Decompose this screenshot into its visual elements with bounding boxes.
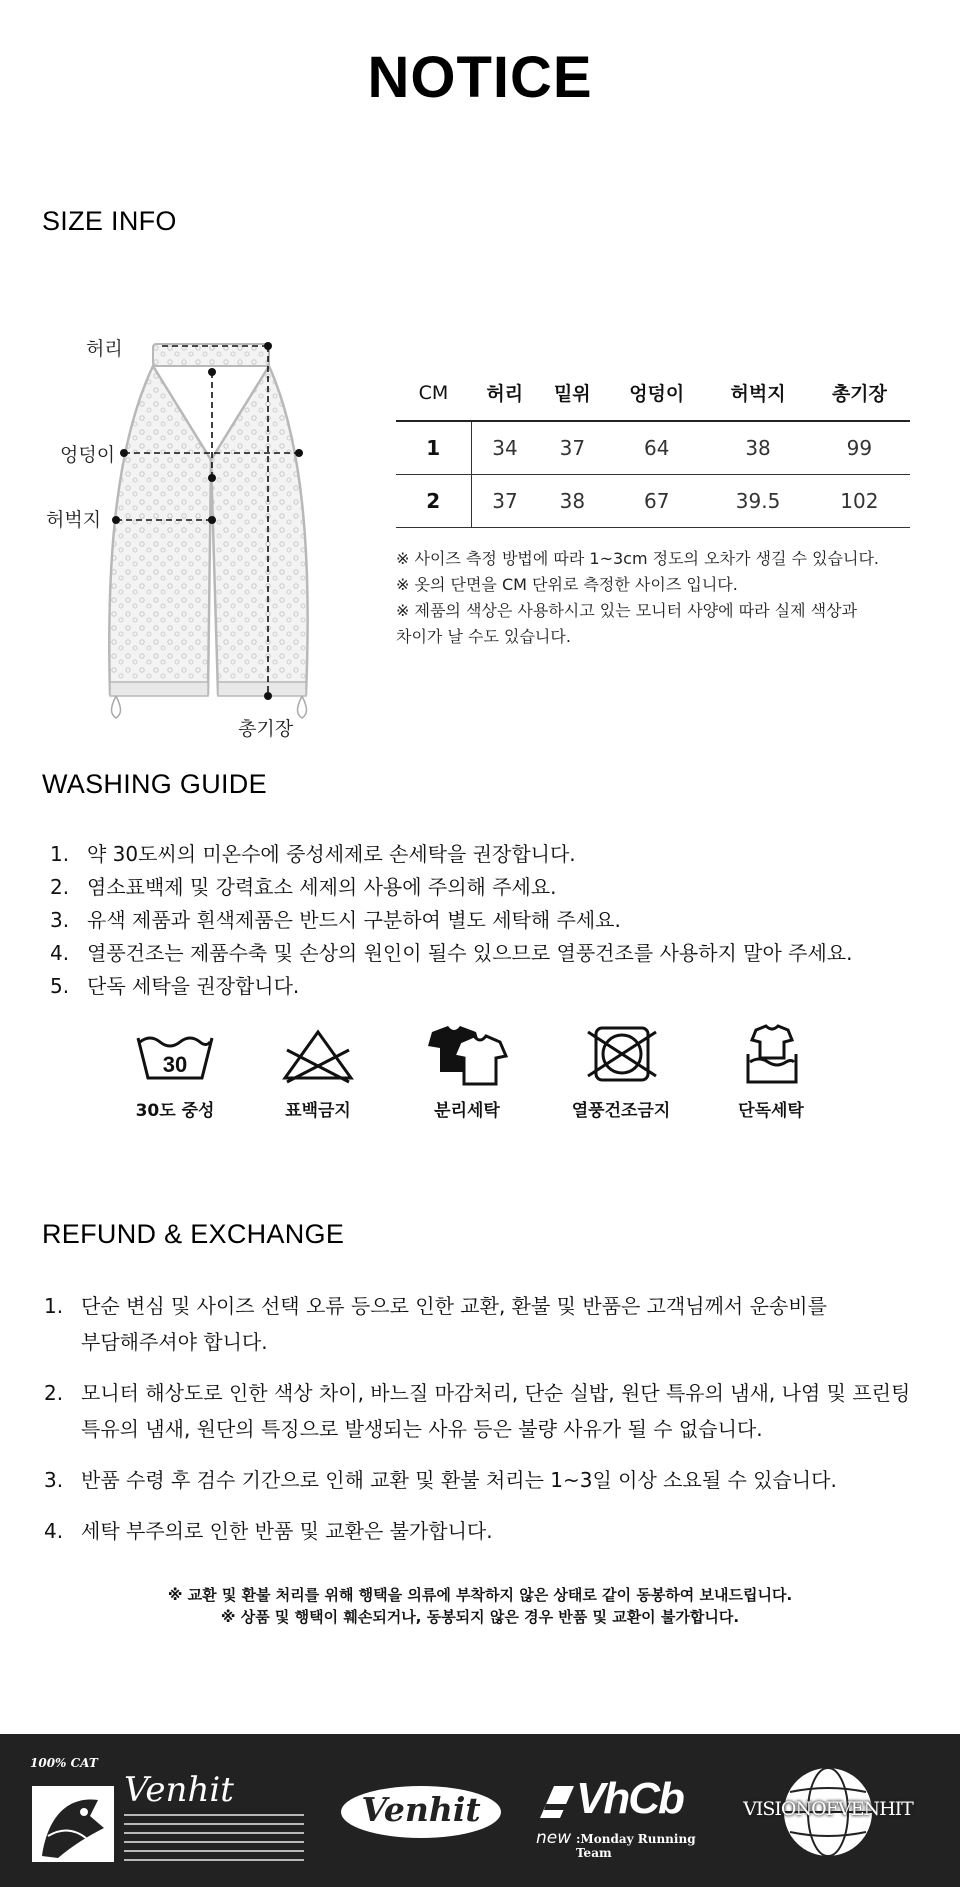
refund-exchange-list <box>44 1288 924 1564</box>
table-cell: 37 <box>539 421 607 474</box>
list-text: 열풍건조는 제품수축 및 손상의 원인이 될수 있으므로 열풍건조를 사용하지 말아 주세요. <box>87 941 853 965</box>
cat-illustration-icon <box>28 1776 118 1866</box>
list-item <box>50 904 930 937</box>
logo-script-text: Venhit <box>124 1770 234 1810</box>
list-text-line: 반품 수령 후 검수 기간으로 인해 교환 및 환불 처리는 1~3일 이상 소요될 수 있습니다. <box>81 1468 837 1492</box>
care-label: 분리세탁 <box>434 1101 500 1121</box>
care-item-30-neutral <box>110 1022 240 1121</box>
refund-exchange-heading: REFUND & EXCHANGE <box>42 1219 345 1249</box>
size-note: ※ 사이즈 측정 방법에 따라 1~3cm 정도의 오차가 생길 수 있습니다. <box>396 549 879 568</box>
table-cell: 39.5 <box>707 474 808 527</box>
separate-wash-icon <box>422 1022 512 1086</box>
table-cell: 38 <box>539 474 607 527</box>
list-number: 1. <box>50 842 70 866</box>
wash-30-icon <box>130 1022 220 1086</box>
size-table-header-row <box>396 365 910 421</box>
list-text-line: 단순 변심 및 사이즈 선택 오류 등으로 인한 교환, 환불 및 반품은 고객님께서 운송비를 <box>81 1294 827 1318</box>
table-cell: 102 <box>809 474 910 527</box>
logo-100-cat-venhit <box>28 1756 308 1871</box>
care-item-no-bleach <box>253 1022 383 1121</box>
wash-care-icons <box>110 1022 850 1142</box>
care-item-no-tumble-dry <box>556 1022 686 1121</box>
logo-oval-text: Venhit <box>361 1790 481 1829</box>
brand-footer <box>0 1734 960 1887</box>
no-tumble-dry-icon <box>576 1022 666 1086</box>
size-note: ※ 옷의 단면을 CM 단위로 측정한 사이즈 입니다. <box>396 575 738 594</box>
table-row <box>396 474 910 527</box>
care-item-separate-wash <box>402 1022 532 1121</box>
care-label: 열풍건조금지 <box>571 1101 671 1121</box>
table-cell: 34 <box>471 421 539 474</box>
size-table-header: 허벅지 <box>707 365 808 421</box>
logo-venhit-oval <box>338 1784 504 1840</box>
logo-badge-text: 100% CAT <box>30 1756 98 1770</box>
list-number: 5. <box>50 974 70 998</box>
list-item <box>50 871 930 904</box>
care-label: 단독세탁 <box>738 1101 804 1121</box>
table-cell: 64 <box>606 421 707 474</box>
logo-vision-text: VISIONOFVENHIT <box>743 1798 913 1820</box>
table-cell: 99 <box>809 421 910 474</box>
list-number: 4. <box>50 941 70 965</box>
list-text-line: 모니터 해상도로 인한 색상 차이, 바느질 마감처리, 단순 실밥, 원단 특유의 냄새, 나염 및 프린팅 <box>81 1381 911 1405</box>
list-number: 4. <box>44 1519 64 1543</box>
list-text <box>81 1513 493 1549</box>
list-number: 3. <box>50 908 70 932</box>
single-wash-icon <box>726 1022 816 1086</box>
list-text: 유색 제품과 흰색제품은 반드시 구분하여 별도 세탁해 주세요. <box>87 908 621 932</box>
list-item <box>50 970 930 1003</box>
washing-guide-heading: WASHING GUIDE <box>42 769 267 799</box>
list-item <box>44 1513 924 1549</box>
pants-size-diagram <box>40 330 360 750</box>
list-text <box>81 1375 910 1447</box>
size-note: 차이가 날 수도 있습니다. <box>396 627 571 646</box>
table-cell: 37 <box>471 474 539 527</box>
list-text: 약 30도씨의 미온수에 중성세제로 손세탁을 권장합니다. <box>87 842 576 866</box>
size-table-header: 밑위 <box>539 365 607 421</box>
table-cell: 2 <box>396 474 471 527</box>
list-text: 단독 세탁을 권장합니다. <box>87 974 300 998</box>
list-item <box>44 1375 924 1447</box>
size-table-header: 총기장 <box>809 365 910 421</box>
size-note: ※ 제품의 색상은 사용하시고 있는 모니터 사양에 따라 실제 색상과 <box>396 601 858 620</box>
list-text: 염소표백제 및 강력효소 세제의 사용에 주의해 주세요. <box>87 875 557 899</box>
stripe-mark-icon <box>536 1782 576 1822</box>
refund-note: ※ 교환 및 환불 처리를 위해 행택을 의류에 부착하지 않은 상태로 같이 동봉하여 보내드립니다. <box>167 1586 793 1604</box>
list-number: 2. <box>50 875 70 899</box>
list-text-line: 부담해주셔야 합니다. <box>81 1330 268 1354</box>
care-item-single-wash <box>706 1022 836 1121</box>
size-notes <box>396 546 916 650</box>
no-bleach-icon <box>273 1022 363 1086</box>
table-cell: 38 <box>707 421 808 474</box>
size-table <box>396 365 910 528</box>
label-hip: 엉덩이 <box>60 444 116 466</box>
table-cell: 67 <box>606 474 707 527</box>
list-text <box>81 1288 827 1360</box>
size-table-header: CM <box>396 365 471 421</box>
washing-guide-list <box>50 838 930 1003</box>
list-item <box>50 838 930 871</box>
size-table-header: 엉덩이 <box>606 365 707 421</box>
logo-vision-of-venhit <box>738 1762 918 1862</box>
list-text-line: 세탁 부주의로 인한 반품 및 교환은 불가합니다. <box>81 1519 493 1543</box>
label-thigh: 허벅지 <box>46 509 102 531</box>
logo-new-text: new <box>536 1828 572 1848</box>
table-cell: 1 <box>396 421 471 474</box>
size-info-heading: SIZE INFO <box>42 206 177 236</box>
label-waist: 허리 <box>86 338 123 360</box>
logo-slogan-lines <box>124 1814 304 1868</box>
list-number: 2. <box>44 1381 64 1405</box>
wash-temperature: 30 <box>162 1052 188 1077</box>
pants-illustration <box>40 330 360 750</box>
logo-vhcb-text: VhCb <box>576 1774 683 1823</box>
care-label: 30도 중성 <box>135 1101 215 1121</box>
list-item <box>44 1288 924 1360</box>
list-item <box>44 1462 924 1498</box>
page-title: NOTICE <box>367 45 593 110</box>
list-number: 3. <box>44 1468 64 1492</box>
refund-note: ※ 상품 및 행택이 훼손되거나, 동봉되지 않은 경우 반품 및 교환이 불가합니다. <box>220 1608 740 1626</box>
size-table-header: 허리 <box>471 365 539 421</box>
care-label: 표백금지 <box>285 1101 351 1121</box>
logo-team-text: :Monday Running Team <box>576 1832 696 1860</box>
logo-vhcb-monday-running-team <box>536 1774 706 1858</box>
list-text <box>81 1462 837 1498</box>
label-total-length: 총기장 <box>238 718 294 740</box>
table-row <box>396 421 910 474</box>
list-number: 1. <box>44 1294 64 1318</box>
list-item <box>50 937 930 970</box>
list-text-line: 특유의 냄새, 원단의 특징으로 발생되는 사유 등은 불량 사유가 될 수 없습니다. <box>81 1417 763 1441</box>
